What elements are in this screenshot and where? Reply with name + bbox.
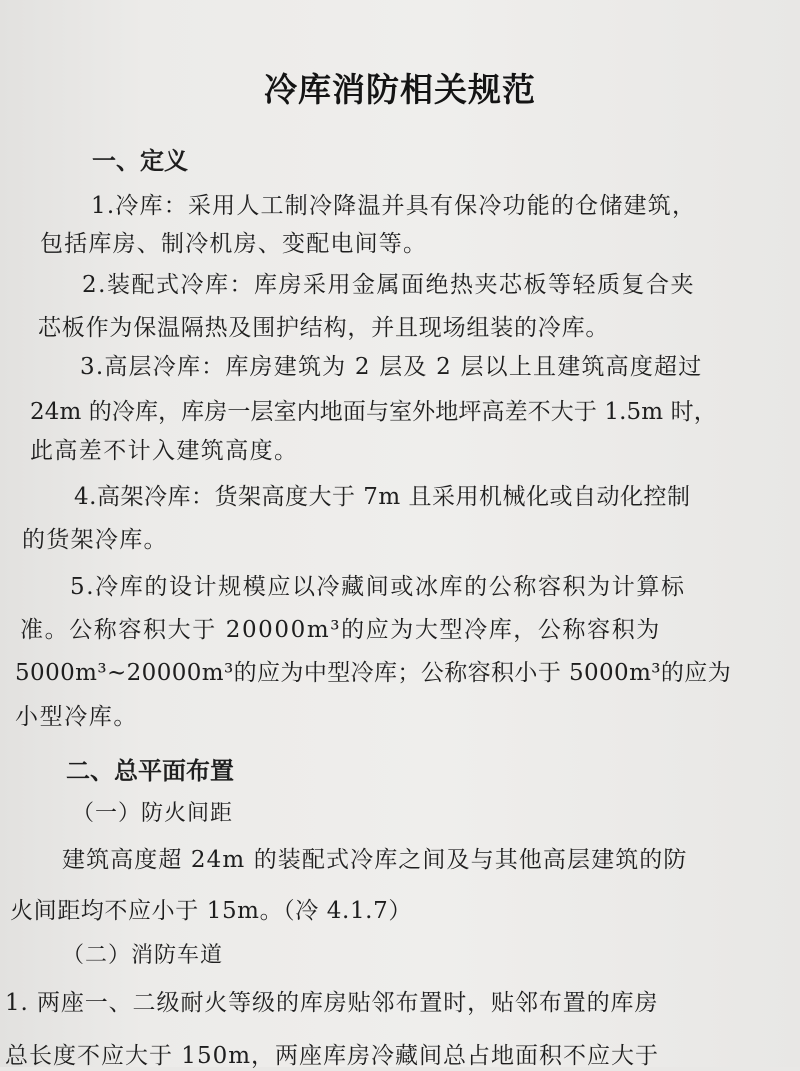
section-heading-definitions: 一、定义 bbox=[92, 146, 188, 175]
definition-2-line-2: 芯板作为保温隔热及围护结构，并且现场组装的冷库。 bbox=[38, 315, 610, 341]
definition-5-line-2: 准。公称容积大于 20000m³的应为大型冷库，公称容积为 bbox=[20, 617, 661, 643]
definition-3-line-2: 24m 的冷库，库房一层室内地面与室外地坪高差不大于 1.5m 时， bbox=[30, 399, 717, 425]
definition-2-line-1: 2.装配式冷库：库房采用金属面绝热夹芯板等轻质复合夹 bbox=[82, 272, 695, 298]
definition-3-line-1: 3.高层冷库：库房建筑为 2 层及 2 层以上且建筑高度超过 bbox=[80, 354, 703, 380]
document-title: 冷库消防相关规范 bbox=[264, 70, 536, 109]
definition-3-line-3: 此高差不计入建筑高度。 bbox=[30, 438, 299, 464]
section-heading-site-layout: 二、总平面布置 bbox=[66, 756, 234, 785]
fire-lanes-line-1: 1. 两座一、二级耐火等级的库房贴邻布置时，贴邻布置的库房 bbox=[5, 990, 659, 1016]
definition-1-line-1: 1.冷库：采用人工制冷降温并具有保冷功能的仓储建筑， bbox=[91, 193, 697, 219]
definition-4-line-1: 4.高架冷库：货架高度大于 7m 且采用机械化或自动化控制 bbox=[74, 484, 691, 510]
definition-5-line-3: 5000m³~20000m³的应为中型冷库；公称容积小于 5000m³的应为 bbox=[15, 660, 732, 686]
fire-separation-line-2: 火间距均不应小于 15m。（冷 4.1.7） bbox=[10, 898, 412, 924]
definition-1-line-2: 包括库房、制冷机房、变配电间等。 bbox=[40, 231, 428, 257]
definition-4-line-2: 的货架冷库。 bbox=[22, 527, 168, 553]
subsection-fire-separation: （一）防火间距 bbox=[72, 801, 234, 826]
fire-lanes-line-2: 总长度不应大于 150m，两座库房冷藏间总占地面积不应大于 bbox=[5, 1043, 660, 1069]
definition-5-line-4: 小型冷库。 bbox=[15, 704, 138, 730]
definition-5-line-1: 5.冷库的设计规模应以冷藏间或冰库的公称容积为计算标 bbox=[70, 574, 686, 600]
fire-separation-line-1: 建筑高度超 24m 的装配式冷库之间及与其他高层建筑的防 bbox=[62, 847, 688, 873]
subsection-fire-lanes: （二）消防车道 bbox=[62, 943, 224, 968]
